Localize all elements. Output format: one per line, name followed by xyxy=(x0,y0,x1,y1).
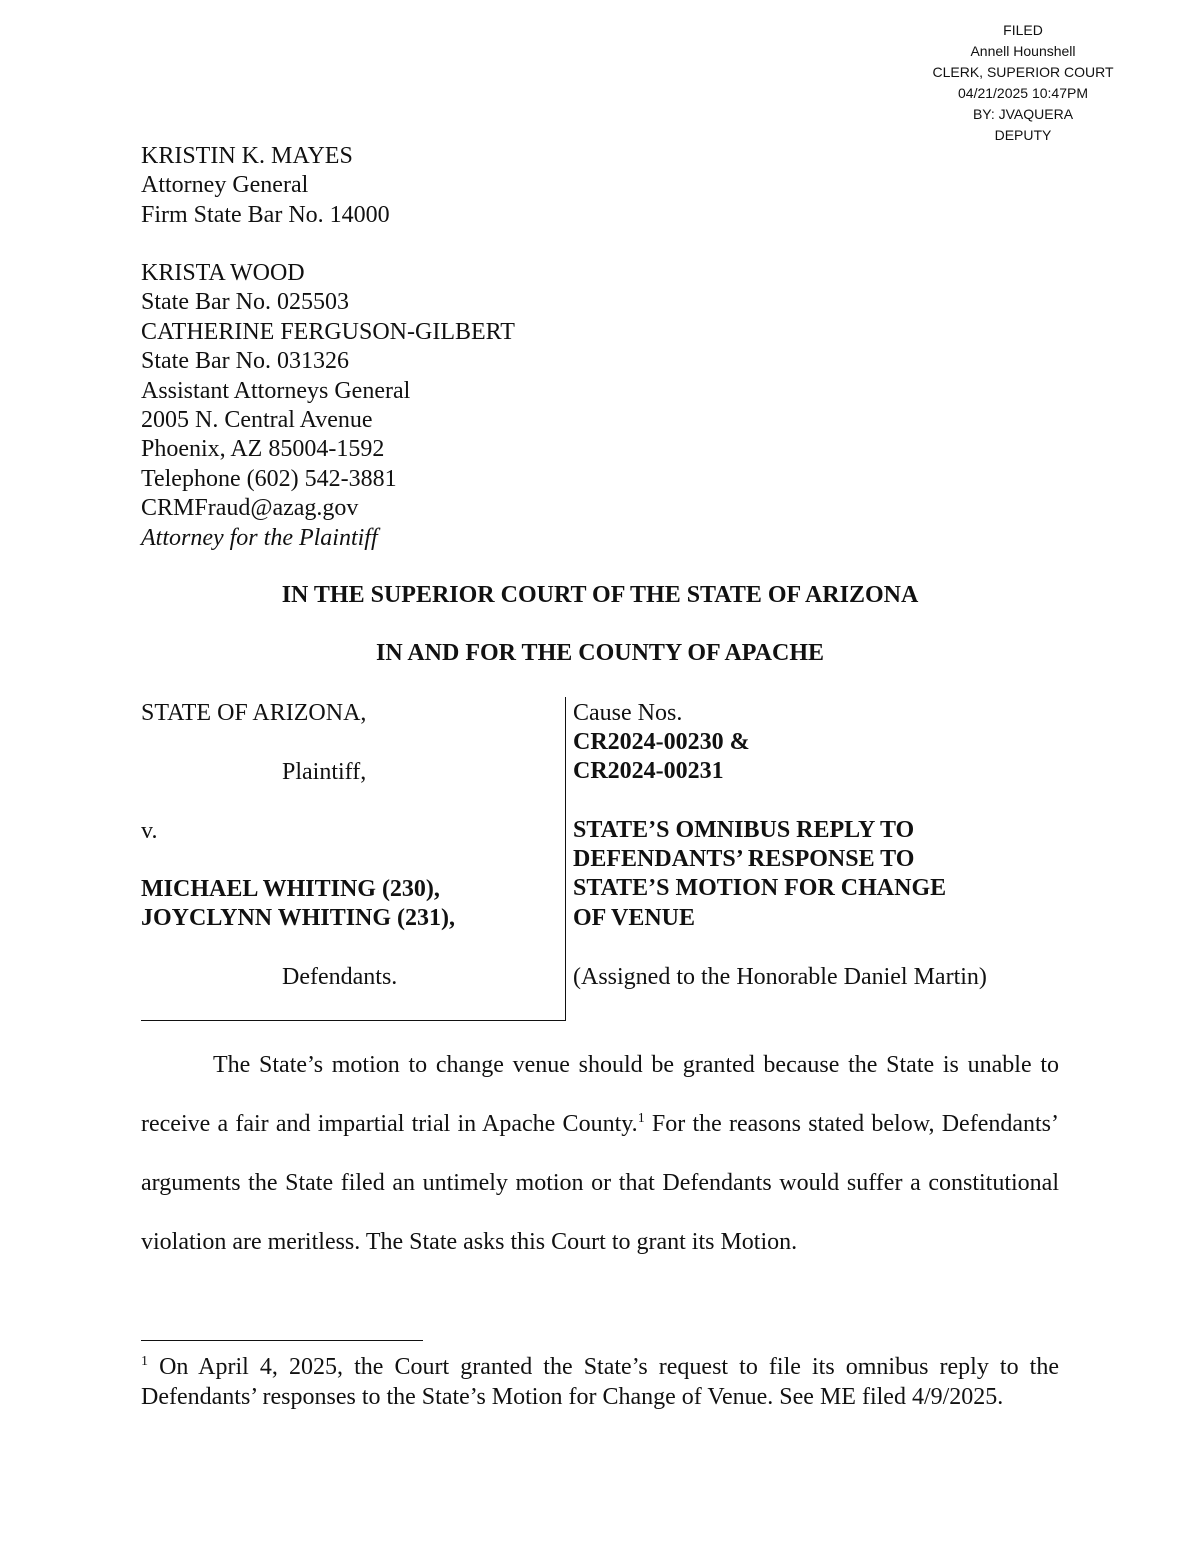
ag-bar-number: Firm State Bar No. 14000 xyxy=(141,201,390,228)
plaintiff-label: Plaintiff, xyxy=(282,759,367,785)
footnote-divider xyxy=(141,1340,423,1341)
court-heading: IN THE SUPERIOR COURT OF THE STATE OF ARIZONA xyxy=(281,582,919,608)
stamp-line: BY: JVAQUERA xyxy=(972,106,1074,122)
ag-name: KRISTIN K. MAYES xyxy=(141,143,353,169)
counsel-bar-number: State Bar No. 025503 xyxy=(141,289,349,316)
footnote xyxy=(141,1352,1059,1412)
ag-title: Attorney General xyxy=(141,172,309,199)
plaintiff-name: STATE OF ARIZONA, xyxy=(141,700,367,726)
counsel-street: 2005 N. Central Avenue xyxy=(141,407,373,434)
counsel-block xyxy=(141,259,515,553)
stamp-line: FILED xyxy=(1003,22,1043,38)
case-caption-parties xyxy=(141,697,566,1021)
versus: v. xyxy=(141,818,158,844)
document-title-line: DEFENDANTS’ RESPONSE TO xyxy=(573,846,915,872)
cause-number: CR2024-00231 xyxy=(573,758,724,784)
defendant-name: MICHAEL WHITING (230), xyxy=(141,876,440,902)
cause-number: CR2024-00230 & xyxy=(573,729,750,755)
county-heading: IN AND FOR THE COUNTY OF APACHE xyxy=(375,640,825,666)
footnote-text: On April 4, 2025, the Court granted the State’s request to file its omnibus reply to the Defendants’ responses to the State’s Motion for Change of Venue. See ME filed 4/9/2025. xyxy=(141,1354,1059,1410)
counsel-role: Assistant Attorneys General xyxy=(141,377,411,404)
body-text-part: The State’s motion to change venue should be granted because the State is unable to receive a fair and impartial trial in Apache County. xyxy=(141,1052,1059,1137)
stamp-line: CLERK, SUPERIOR COURT xyxy=(932,64,1114,80)
footnote-reference: 1 xyxy=(637,1111,645,1126)
counsel-name: CATHERINE FERGUSON-GILBERT xyxy=(141,318,515,345)
body-paragraph xyxy=(141,1036,1059,1272)
counsel-city: Phoenix, AZ 85004-1592 xyxy=(141,436,385,463)
document-title-line: STATE’S OMNIBUS REPLY TO xyxy=(573,817,915,843)
filing-stamp xyxy=(905,20,1141,146)
stamp-line: 04/21/2025 10:47PM xyxy=(958,85,1088,101)
counsel-name: KRISTA WOOD xyxy=(141,260,305,286)
document-title-line: STATE’S MOTION FOR CHANGE xyxy=(573,875,947,901)
attorney-general-block xyxy=(141,142,390,230)
stamp-line: Annell Hounshell xyxy=(970,43,1076,59)
document-title-line: OF VENUE xyxy=(573,905,696,931)
defendant-label: Defendants. xyxy=(282,964,398,990)
body-text-part: For the reasons stated below, Defendants’ arguments the State filed an untimely motion or that Defendants would suffer a constitutional violation are meritless. The State asks this Court to grant its Motion. xyxy=(141,1111,1059,1255)
counsel-bar-number: State Bar No. 031326 xyxy=(141,348,349,375)
assigned-judge: (Assigned to the Honorable Daniel Martin) xyxy=(573,964,987,990)
footnote-number: 1 xyxy=(141,1354,148,1369)
stamp-line: DEPUTY xyxy=(994,127,1052,143)
defendant-name: JOYCLYNN WHITING (231), xyxy=(141,905,456,931)
counsel-phone: Telephone (602) 542-3881 xyxy=(141,465,397,492)
counsel-representation: Attorney for the Plaintiff xyxy=(141,524,378,551)
counsel-email: CRMFraud@azag.gov xyxy=(141,495,359,522)
cause-label: Cause Nos. xyxy=(573,700,683,726)
